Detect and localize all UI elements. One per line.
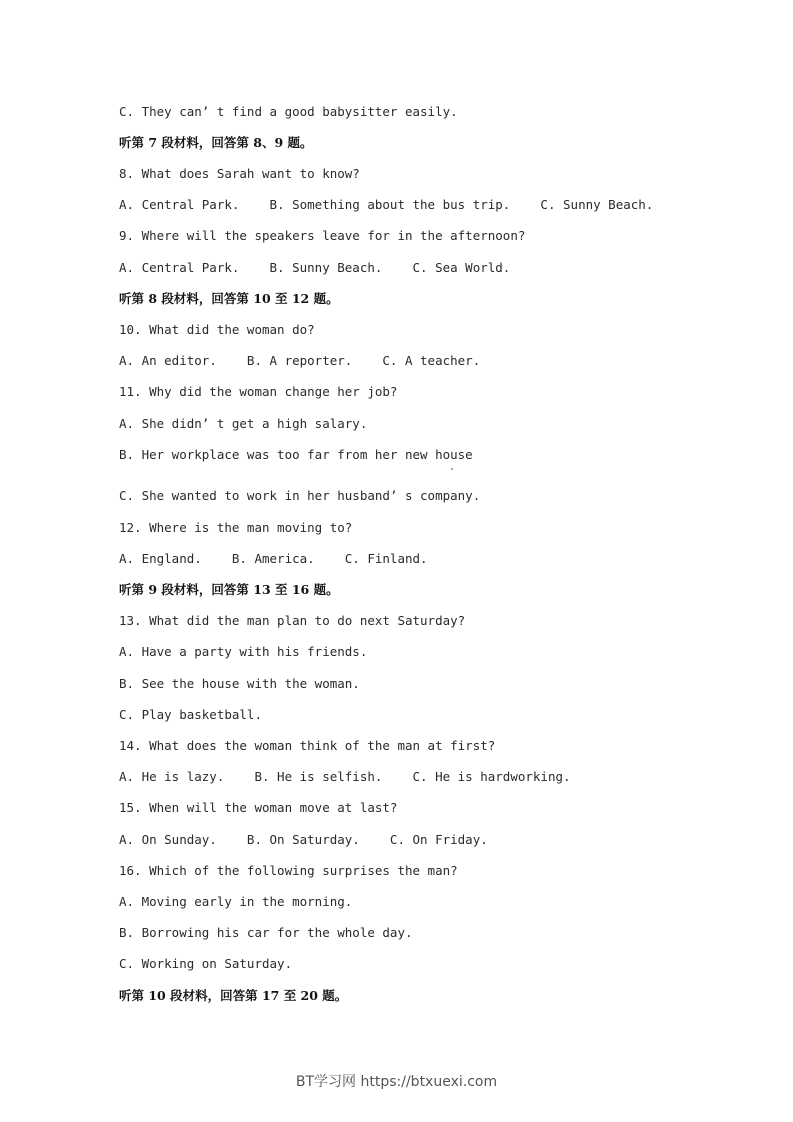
option-line: A. Have a party with his friends. bbox=[119, 644, 368, 659]
question-line: 16. Which of the following surprises the man? bbox=[119, 863, 458, 878]
option-line: A. She didn’ t get a high salary. bbox=[119, 416, 368, 431]
option-line: B. Her workplace was too far from her new house bbox=[119, 447, 473, 462]
option-line: A. An editor. B. A reporter. C. A teacher. bbox=[119, 353, 481, 368]
section-heading: 听第 7 段材料，回答第 8、9 题。 bbox=[119, 135, 313, 150]
option-line: A. Central Park. B. Something about the bus trip. C. Sunny Beach. bbox=[119, 197, 654, 212]
question-line: 12. Where is the man moving to? bbox=[119, 520, 353, 535]
page-footer: BT学习网 https://btxuexi.com bbox=[295, 1074, 498, 1090]
option-line: C. She wanted to work in her husband’ s company. bbox=[119, 488, 481, 503]
question-line: 11. Why did the woman change her job? bbox=[119, 384, 398, 399]
section-heading: 听第 8 段材料，回答第 10 至 12 题。 bbox=[119, 291, 339, 306]
question-line: 10. What did the woman do? bbox=[119, 322, 315, 337]
option-line: C. Play basketball. bbox=[119, 707, 262, 722]
option-line: B. See the house with the woman. bbox=[119, 676, 360, 691]
question-line: 15. When will the woman move at last? bbox=[119, 800, 398, 815]
option-line: A. Moving early in the morning. bbox=[119, 894, 353, 909]
question-line: 13. What did the man plan to do next Saturday? bbox=[119, 613, 466, 628]
section-heading: 听第 9 段材料，回答第 13 至 16 题。 bbox=[119, 582, 339, 597]
option-line: A. England. B. America. C. Finland. bbox=[119, 551, 428, 566]
stray-dot bbox=[451, 468, 453, 470]
option-line: A. He is lazy. B. He is selfish. C. He is hardworking. bbox=[119, 769, 571, 784]
option-line: B. Borrowing his car for the whole day. bbox=[119, 925, 413, 940]
question-line: 8. What does Sarah want to know? bbox=[119, 166, 360, 181]
option-line: A. Central Park. B. Sunny Beach. C. Sea World. bbox=[119, 260, 511, 275]
section-heading: 听第 10 段材料，回答第 17 至 20 题。 bbox=[119, 988, 348, 1003]
question-line: 9. Where will the speakers leave for in the afternoon? bbox=[119, 228, 526, 243]
option-line: C. They can’ t find a good babysitter easily. bbox=[119, 104, 458, 119]
option-line: A. On Sunday. B. On Saturday. C. On Friday. bbox=[119, 832, 488, 847]
option-line: C. Working on Saturday. bbox=[119, 956, 293, 971]
question-line: 14. What does the woman think of the man at first? bbox=[119, 738, 496, 753]
